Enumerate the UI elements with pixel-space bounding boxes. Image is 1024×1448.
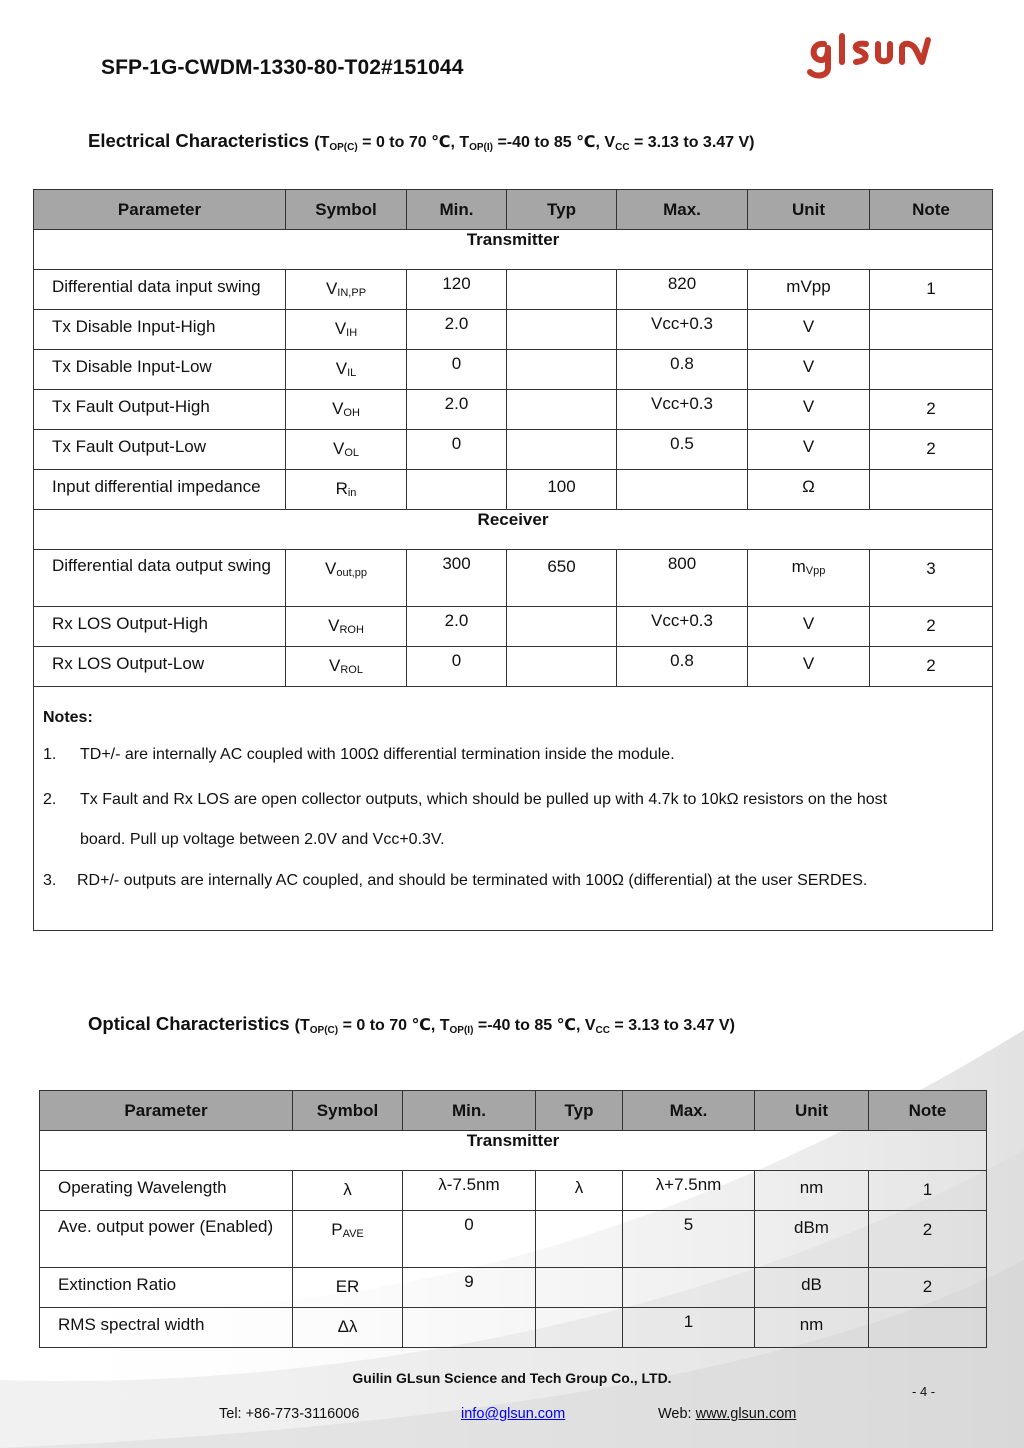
cell-max	[617, 470, 748, 510]
cell-typ	[507, 390, 617, 430]
document-title: SFP-1G-CWDM-1330-80-T02#151044	[101, 56, 464, 79]
cell-unit: V	[748, 430, 870, 470]
cell-min: 2.0	[407, 607, 507, 647]
cell-max: 1	[623, 1308, 755, 1348]
cell-max: Vcc+0.3	[617, 310, 748, 350]
cell-note: 2	[869, 1211, 987, 1268]
cell-typ	[507, 270, 617, 310]
cell-parameter: Operating Wavelength	[40, 1171, 293, 1211]
cell-max	[623, 1268, 755, 1308]
cell-typ	[536, 1211, 623, 1268]
cell-min: 300	[407, 550, 507, 607]
table-row	[34, 470, 993, 510]
col-max: Max.	[617, 190, 748, 230]
cell-symbol: $V_{IL}$	[286, 350, 407, 390]
note-item: 2. Tx Fault and Rx LOS are open collector outputs, which should be pulled up with 4.7k to 10kΩ resistors on the host	[43, 791, 888, 808]
notes-title: Notes:	[43, 709, 93, 726]
table-row	[40, 1211, 987, 1268]
cell-parameter: Differential data output swing	[34, 550, 286, 607]
cell-max: 0.5	[617, 430, 748, 470]
table-row	[34, 607, 993, 647]
cell-note: 2	[870, 430, 993, 470]
cell-note: 2	[870, 647, 993, 687]
cell-symbol: $V_{out,pp}$	[286, 550, 407, 607]
cell-symbol: $P_{AVE}$	[293, 1211, 403, 1268]
group-label: Transmitter	[40, 1131, 987, 1171]
table-row	[34, 550, 993, 607]
footer-tel: Tel: +86-773-3116006	[219, 1406, 360, 1422]
cell-min: 0	[407, 350, 507, 390]
group-row-receiver	[34, 510, 993, 550]
cell-parameter: Tx Disable Input-Low	[34, 350, 286, 390]
table-row	[34, 647, 993, 687]
table-row	[40, 1171, 987, 1211]
cell-parameter: Input differential impedance	[34, 470, 286, 510]
footer-email	[461, 1406, 565, 1422]
cell-min	[407, 470, 507, 510]
optical-heading-main: Optical Characteristics	[88, 1013, 290, 1034]
cell-max: 800	[617, 550, 748, 607]
cell-unit: V	[748, 607, 870, 647]
electrical-heading-main: Electrical Characteristics	[88, 130, 310, 151]
cell-symbol: $V_{IN,PP}$	[286, 270, 407, 310]
electrical-heading-conditions: ($T_{OP(C)} = 0$ to 70 ℃, $T_{OP(I)} =-40$ to 85 ℃, $V_{CC} = 3.13$ to 3.47 V)	[314, 134, 755, 153]
cell-typ: 650	[507, 550, 617, 607]
group-label: Receiver	[34, 510, 993, 550]
cell-parameter: Rx LOS Output-High	[34, 607, 286, 647]
table-row	[34, 270, 993, 310]
col-max: Max.	[623, 1091, 755, 1131]
table-row	[34, 390, 993, 430]
table-header-row	[34, 190, 993, 230]
cell-symbol: $V_{IH}$	[286, 310, 407, 350]
cell-typ: 100	[507, 470, 617, 510]
col-min: Min.	[407, 190, 507, 230]
cell-min: 2.0	[407, 310, 507, 350]
cell-parameter: Differential data input swing	[34, 270, 286, 310]
group-label: Transmitter	[34, 230, 993, 270]
electrical-heading	[88, 130, 755, 153]
col-min: Min.	[403, 1091, 536, 1131]
note-item: 1. TD+/- are internally AC coupled with 100Ω differential termination inside the module.	[43, 746, 675, 763]
cell-note: 3	[870, 550, 993, 607]
cell-symbol: $V_{OL}$	[286, 430, 407, 470]
notes-cell	[34, 687, 993, 931]
electrical-table	[33, 189, 993, 931]
cell-min: 9	[403, 1268, 536, 1308]
cell-min: 0	[407, 647, 507, 687]
cell-max: 0.8	[617, 350, 748, 390]
cell-unit: V	[748, 310, 870, 350]
cell-symbol: λ	[293, 1171, 403, 1211]
cell-note: 2	[870, 390, 993, 430]
cell-parameter: Rx LOS Output-Low	[34, 647, 286, 687]
cell-parameter: Tx Fault Output-High	[34, 390, 286, 430]
table-header-row	[40, 1091, 987, 1131]
table-row	[40, 1268, 987, 1308]
cell-max: λ+7.5nm	[623, 1171, 755, 1211]
glsun-logo	[804, 30, 938, 82]
cell-unit: nm	[755, 1308, 869, 1348]
footer-web: Web: www.glsun.com	[658, 1406, 797, 1422]
table-row	[34, 310, 993, 350]
col-symbol: Symbol	[293, 1091, 403, 1131]
optical-heading-conditions: ($T_{OP(C)} = 0$ to 70 ℃, $T_{OP(I)} =-40$ to 85 ℃, $V_{CC} = 3.13$ to 3.47 V)	[294, 1017, 735, 1036]
cell-parameter: RMS spectral width	[40, 1308, 293, 1348]
cell-note: 1	[869, 1171, 987, 1211]
cell-note: 2	[870, 607, 993, 647]
cell-unit: dB	[755, 1268, 869, 1308]
cell-min: 2.0	[407, 390, 507, 430]
col-typ: Typ	[507, 190, 617, 230]
col-note: Note	[870, 190, 993, 230]
col-note: Note	[869, 1091, 987, 1131]
col-unit: Unit	[748, 190, 870, 230]
cell-min: 0	[403, 1211, 536, 1268]
col-typ: Typ	[536, 1091, 623, 1131]
cell-unit: V	[748, 350, 870, 390]
cell-min: 0	[407, 430, 507, 470]
cell-unit: V	[748, 647, 870, 687]
optical-table	[39, 1090, 987, 1348]
cell-symbol: Δλ	[293, 1308, 403, 1348]
cell-unit: mVpp	[748, 270, 870, 310]
table-row	[34, 350, 993, 390]
col-parameter: Parameter	[40, 1091, 293, 1131]
col-symbol: Symbol	[286, 190, 407, 230]
web-link[interactable]: www.glsun.com	[695, 1406, 797, 1422]
group-row-transmitter	[40, 1131, 987, 1171]
cell-typ	[507, 647, 617, 687]
cell-note	[869, 1308, 987, 1348]
cell-max: Vcc+0.3	[617, 390, 748, 430]
cell-min	[403, 1308, 536, 1348]
cell-typ	[507, 607, 617, 647]
optical-heading	[88, 1013, 735, 1036]
group-row-transmitter	[34, 230, 993, 270]
col-unit: Unit	[755, 1091, 869, 1131]
cell-typ: λ	[536, 1171, 623, 1211]
cell-max: Vcc+0.3	[617, 607, 748, 647]
cell-unit: Ω	[748, 470, 870, 510]
cell-symbol: $V_{ROL}$	[286, 647, 407, 687]
note-item: 3. RD+/- outputs are internally AC coupled, and should be terminated with 100Ω (differential) at the user SERDES.	[43, 872, 868, 889]
cell-note	[870, 310, 993, 350]
cell-min: λ-7.5nm	[403, 1171, 536, 1211]
cell-max: 0.8	[617, 647, 748, 687]
cell-unit: nm	[755, 1171, 869, 1211]
cell-unit: $m_{Vpp}$	[748, 550, 870, 607]
col-parameter: Parameter	[34, 190, 286, 230]
cell-typ	[536, 1308, 623, 1348]
cell-min: 120	[407, 270, 507, 310]
cell-note: 1	[870, 270, 993, 310]
cell-parameter: Tx Fault Output-Low	[34, 430, 286, 470]
cell-symbol: $V_{OH}$	[286, 390, 407, 430]
cell-typ	[536, 1268, 623, 1308]
table-row	[34, 430, 993, 470]
cell-note: 2	[869, 1268, 987, 1308]
page-number: - 4 -	[912, 1384, 936, 1399]
cell-typ	[507, 310, 617, 350]
email-link[interactable]: info@glsun.com	[461, 1406, 566, 1422]
cell-note	[870, 350, 993, 390]
cell-parameter: Ave. output power (Enabled)	[40, 1211, 293, 1268]
cell-parameter: Extinction Ratio	[40, 1268, 293, 1308]
cell-unit: V	[748, 390, 870, 430]
cell-typ	[507, 350, 617, 390]
cell-note	[870, 470, 993, 510]
cell-symbol: $R_{in}$	[286, 470, 407, 510]
cell-parameter: Tx Disable Input-High	[34, 310, 286, 350]
footer-company: Guilin GLsun Science and Tech Group Co., LTD.	[352, 1370, 672, 1386]
notes-row	[34, 687, 993, 931]
cell-unit: dBm	[755, 1211, 869, 1268]
cell-symbol: $V_{ROH}$	[286, 607, 407, 647]
cell-typ	[507, 430, 617, 470]
cell-max: 820	[617, 270, 748, 310]
table-row	[40, 1308, 987, 1348]
cell-max: 5	[623, 1211, 755, 1268]
cell-symbol: ER	[293, 1268, 403, 1308]
note-item-continued: board. Pull up voltage between 2.0V and Vcc+0.3V.	[80, 831, 445, 848]
